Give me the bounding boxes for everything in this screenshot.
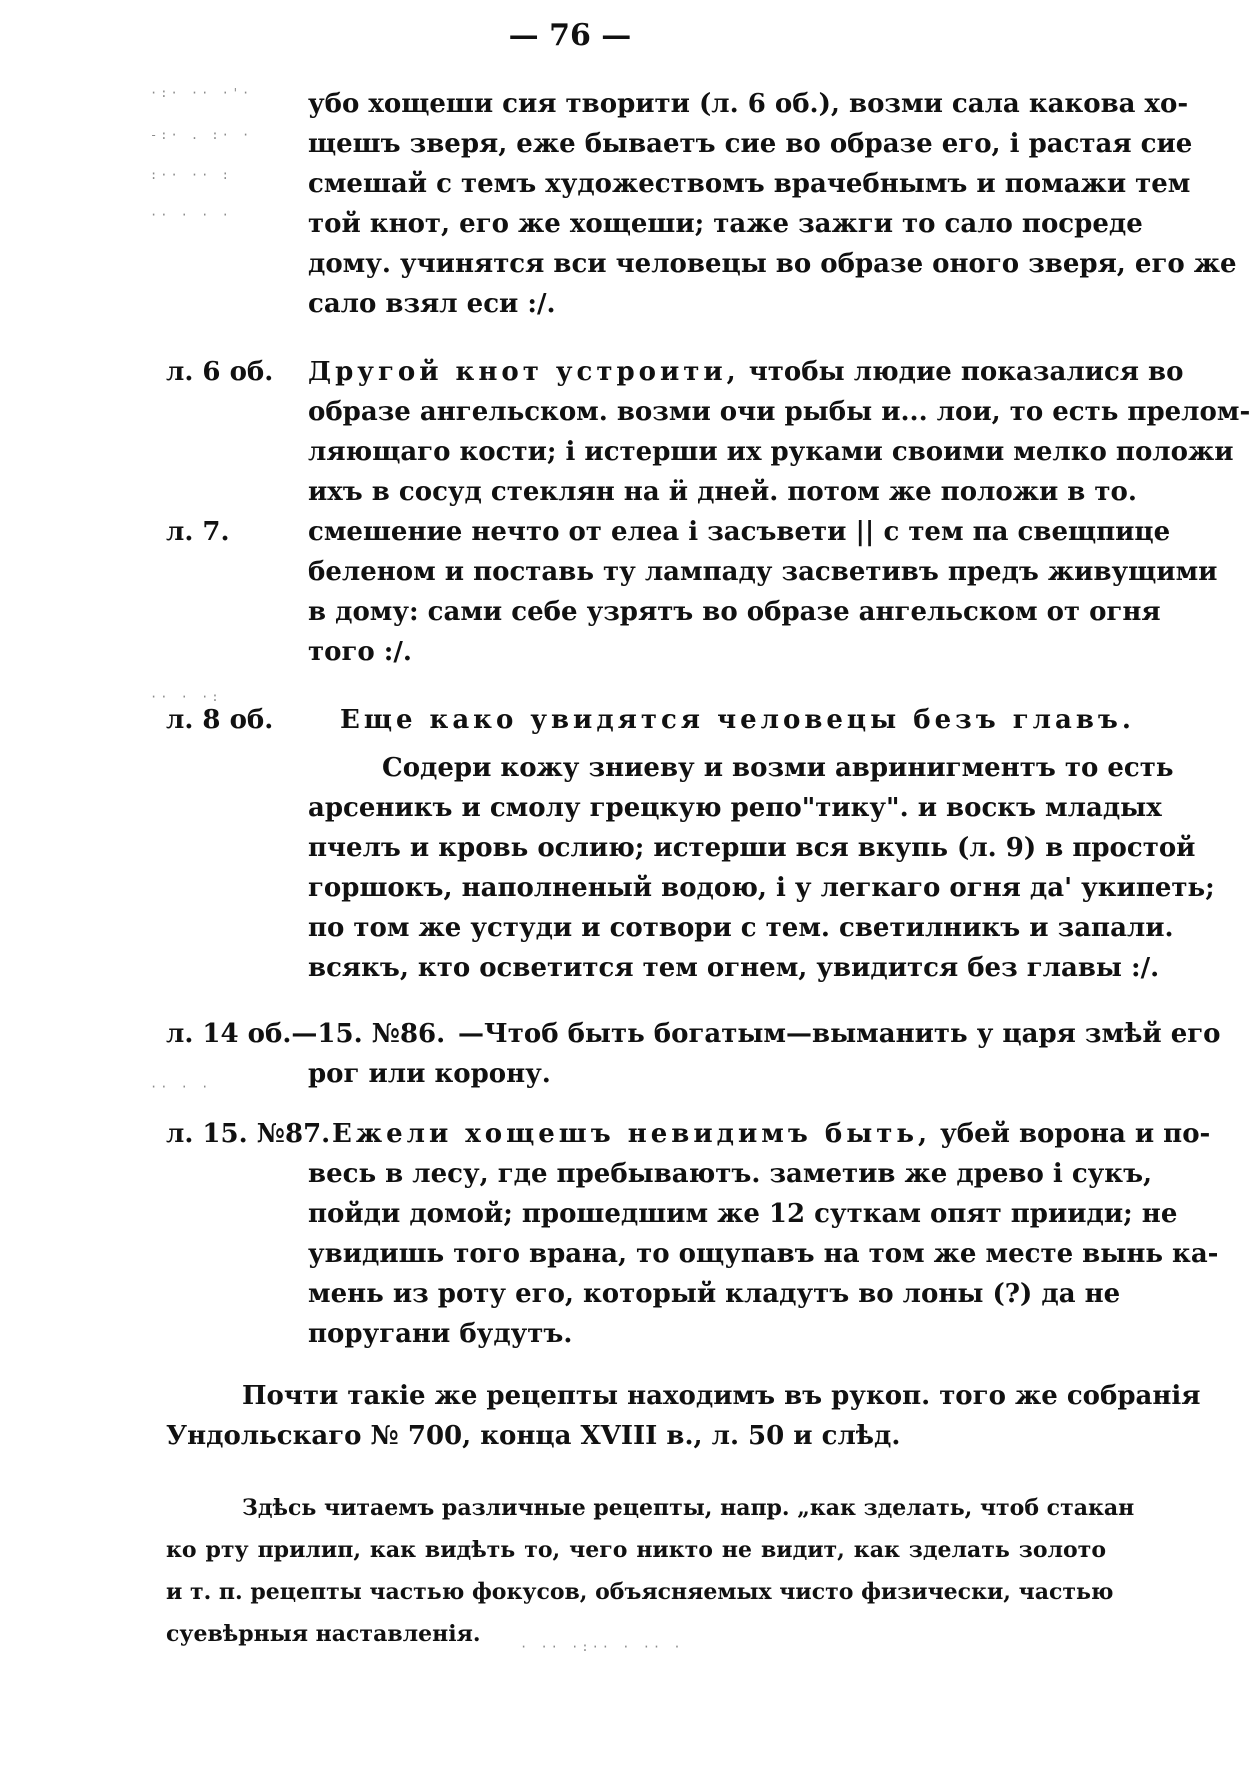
bleed-through-noise: ·· · ·: [150, 1080, 212, 1094]
text-line: горшокъ, наполненый водою, і у легкаго огня да' укипеть;: [308, 873, 1215, 903]
margin-note: л. 8 об.: [166, 705, 274, 735]
page-number: — 76 —: [508, 18, 632, 53]
paragraph-line: Ундольскаго № 700, конца XVIII в., л. 50 и слѣд.: [166, 1421, 901, 1451]
paragraph-line: Почти такіе же рецепты находимъ въ рукоп. того же собранія: [242, 1381, 1201, 1411]
text-line: дому. учинятся вси человецы во образе оного зверя, его же: [308, 249, 1237, 279]
text-line: того :/.: [308, 637, 412, 667]
text-line: чтобы людие показалися во: [739, 357, 1184, 387]
text-line: той кнот, его же хощеши; таже зажги то сало посреде: [308, 209, 1143, 239]
text-line: убей ворона и по-: [931, 1119, 1211, 1149]
section-heading: Еще како увидятся человецы безъ главъ.: [340, 705, 1135, 735]
bleed-through-noise: -:· . :· ·: [150, 128, 253, 142]
paragraph-line: суевѣрныя наставленія.: [166, 1621, 481, 1647]
text-line: образе ангельском. возми очи рыбы и... лои, то есть прелом-: [308, 397, 1250, 427]
bleed-through-noise: :·· ·· :: [150, 168, 232, 182]
text-line: щешъ зверя, еже бываетъ сие во образе его, і растая сие: [308, 129, 1193, 159]
text-line: Содери кожу зниеву и возми авринигментъ то есть: [382, 753, 1174, 783]
paragraph-line: и т. п. рецепты частью фокусов, объясняемых чисто физически, частью: [166, 1579, 1114, 1605]
text-line: в дому: сами себе узрятъ во образе ангельском от огня: [308, 597, 1161, 627]
section-heading: [308, 352, 1183, 392]
heading-text: Ежели хощешъ невидимъ быть,: [332, 1119, 932, 1149]
text-line: арсеникъ и смолу грецкую репо"тику". и воскъ младых: [308, 793, 1162, 823]
text-line: смешай с темъ художествомъ врачебнымъ и помажи тем: [308, 169, 1191, 199]
margin-note: л. 14 об.—15. №86.: [166, 1019, 446, 1049]
margin-note: л. 6 об.: [166, 357, 274, 387]
text-line: поругани будутъ.: [308, 1319, 573, 1349]
text-line: убо хощеши сия творити (л. 6 об.), возми сала какова хо-: [308, 89, 1189, 119]
heading-text: Другой кнот устроити,: [308, 357, 740, 387]
bleed-through-noise: ·· · · ·: [150, 208, 232, 222]
text-line: беленом и поставь ту лампаду засветивъ предъ живущими: [308, 557, 1218, 587]
text-line: ляющаго кости; і истерши их руками своими мелко положи: [308, 437, 1234, 467]
margin-note: л. 15. №87.: [166, 1119, 331, 1149]
text-line: сало взял еси :/.: [308, 289, 556, 319]
bleed-through-noise: ·· · ·:: [150, 690, 222, 704]
margin-note: л. 7.: [166, 517, 230, 547]
text-line: увидишь того врана, то ощупавъ на том же месте вынь ка-: [308, 1239, 1219, 1269]
text-line: весь в лесу, где пребываютъ. заметив же древо і сукъ,: [308, 1159, 1153, 1189]
paragraph-line: ко рту прилип, как видѣть то, чего никто не видит, как зделать золото: [166, 1537, 1106, 1563]
text-line: всякъ, кто осветится тем огнем, увидится без главы :/.: [308, 953, 1160, 983]
text-line: пойди домой; прошедшим же 12 суткам опят прииди; не: [308, 1199, 1178, 1229]
paragraph-line: Здѣсь читаемъ различные рецепты, напр. „как зделать, чтоб стакан: [242, 1495, 1135, 1521]
text-line: смешение нечто от елеа і засъвети || с тем па свещпице: [308, 517, 1171, 547]
text-line: рог или корону.: [308, 1059, 551, 1089]
text-line: по том же устуди и сотвори с тем. светилникъ и запали.: [308, 913, 1174, 943]
text-line: пчелъ и кровь ослию; истерши вся вкупь (л. 9) в простой: [308, 833, 1196, 863]
section-heading: [332, 1114, 1210, 1154]
text-line: мень из роту его, который кладутъ во лоны (?) да не: [308, 1279, 1121, 1309]
text-line: —Чтоб быть богатым—выманить у царя змѣй его: [458, 1019, 1221, 1049]
bleed-through-noise: ·:· ·· ·'·: [150, 86, 253, 100]
text-line: ихъ в сосуд стеклян на ӥ дней. потом же положи в то.: [308, 477, 1137, 507]
bleed-through-noise: · ·· ·:·· · ·· ·: [520, 1640, 684, 1654]
